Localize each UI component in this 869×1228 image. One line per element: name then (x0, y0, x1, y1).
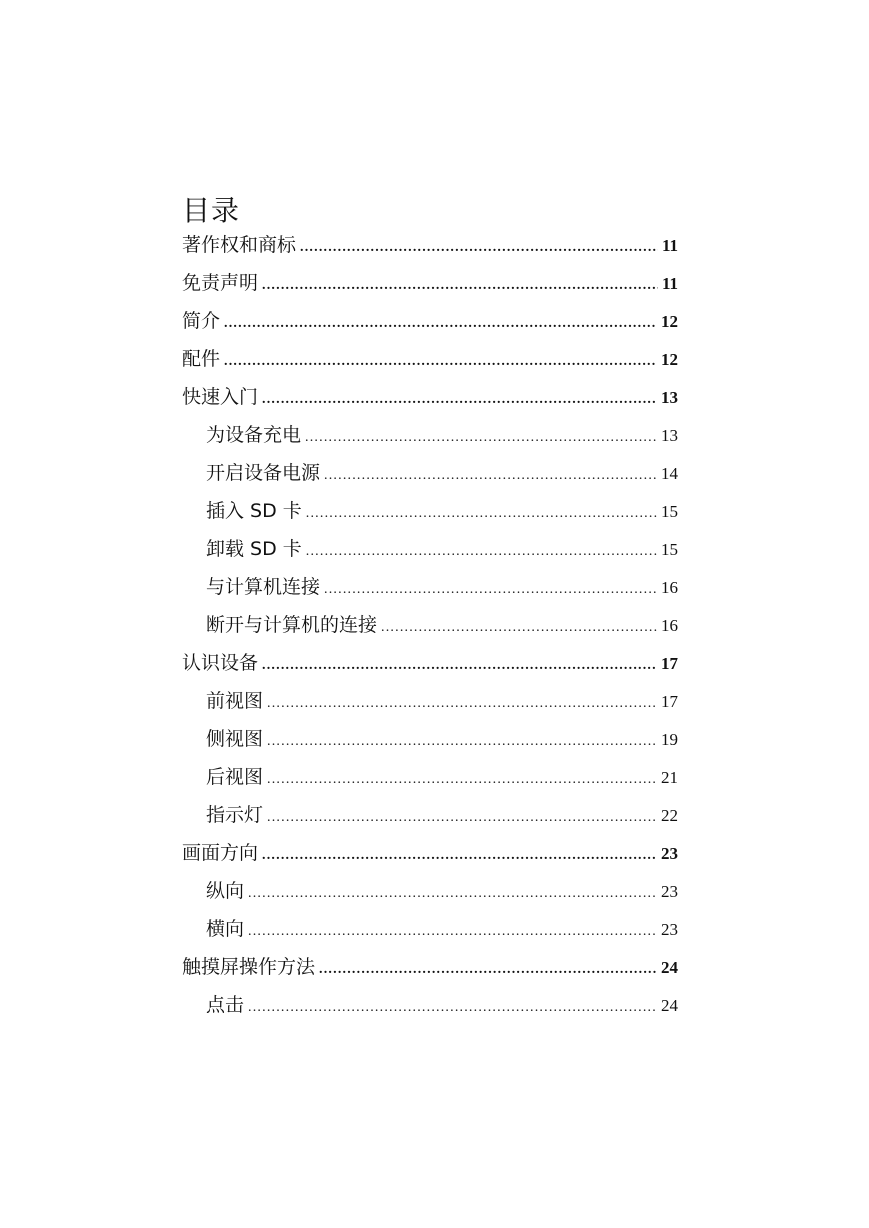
toc-dot-leader (248, 993, 657, 1023)
toc-dot-leader (324, 461, 657, 491)
toc-dot-leader (224, 309, 657, 339)
toc-entry-label: 著作权和商标 (182, 234, 297, 256)
toc-entry-page-number: 13 (661, 388, 678, 407)
toc-entry[interactable] (182, 420, 678, 458)
toc-entry[interactable] (182, 876, 678, 914)
toc-entry-page-number: 16 (661, 616, 678, 635)
toc-list (182, 230, 678, 1028)
toc-dot-leader (300, 233, 658, 263)
toc-dot-leader (262, 271, 658, 301)
toc-entry-label: 配件 (182, 348, 221, 370)
toc-dot-leader (267, 689, 657, 719)
toc-entry[interactable] (182, 230, 678, 268)
toc-entry-page-number: 16 (661, 578, 678, 597)
toc-entry-page-number: 22 (661, 806, 678, 825)
toc-entry-label: 纵向 (206, 880, 245, 902)
toc-dot-leader (381, 613, 657, 643)
toc-entry[interactable] (182, 382, 678, 420)
toc-entry-page-number: 12 (661, 350, 678, 369)
toc-entry-page-number: 24 (661, 958, 678, 977)
toc-entry-label: 前视图 (206, 690, 264, 712)
toc-entry[interactable] (182, 458, 678, 496)
toc-entry-page-number: 23 (661, 882, 678, 901)
toc-dot-leader (305, 423, 657, 453)
toc-entry-label: 触摸屏操作方法 (182, 956, 316, 978)
toc-dot-leader (262, 651, 657, 681)
table-of-contents (182, 192, 678, 1028)
toc-dot-leader (267, 803, 657, 833)
toc-entry-page-number: 15 (661, 540, 678, 559)
toc-entry-label: 开启设备电源 (206, 462, 321, 484)
toc-dot-leader (248, 917, 657, 947)
toc-dot-leader (262, 841, 657, 871)
toc-entry-page-number: 23 (661, 920, 678, 939)
toc-entry[interactable] (182, 648, 678, 686)
toc-entry[interactable] (182, 952, 678, 990)
toc-dot-leader (248, 879, 657, 909)
toc-entry-label: 断开与计算机的连接 (206, 614, 378, 636)
toc-entry[interactable] (182, 990, 678, 1028)
toc-entry[interactable] (182, 800, 678, 838)
toc-dot-leader (267, 727, 657, 757)
toc-entry[interactable] (182, 610, 678, 648)
toc-entry-label: 快速入门 (182, 386, 259, 408)
toc-entry-page-number: 13 (661, 426, 678, 445)
toc-entry[interactable] (182, 496, 678, 534)
toc-entry-page-number: 12 (661, 312, 678, 331)
toc-entry-page-number: 23 (661, 844, 678, 863)
toc-entry-label: 简介 (182, 310, 221, 332)
toc-dot-leader (224, 347, 657, 377)
toc-entry-page-number: 14 (661, 464, 678, 483)
toc-entry[interactable] (182, 534, 678, 572)
toc-entry[interactable] (182, 344, 678, 382)
toc-entry-label: 横向 (206, 918, 245, 940)
toc-entry-page-number: 21 (661, 768, 678, 787)
toc-entry[interactable] (182, 268, 678, 306)
toc-entry[interactable] (182, 572, 678, 610)
toc-entry-page-number: 19 (661, 730, 678, 749)
toc-entry[interactable] (182, 914, 678, 952)
toc-entry[interactable] (182, 686, 678, 724)
toc-entry-page-number: 11 (661, 274, 678, 293)
toc-entry-label: 后视图 (206, 766, 264, 788)
toc-entry-page-number: 17 (661, 692, 678, 711)
toc-entry-label: 卸载 SD 卡 (206, 538, 302, 560)
toc-entry-page-number: 17 (661, 654, 678, 673)
toc-title: 目录 (182, 194, 241, 227)
toc-entry[interactable] (182, 838, 678, 876)
toc-entry-label: 为设备充电 (206, 424, 302, 446)
toc-dot-leader (324, 575, 657, 605)
toc-entry[interactable] (182, 762, 678, 800)
toc-entry-label: 点击 (206, 994, 245, 1016)
toc-entry-label: 与计算机连接 (206, 576, 321, 598)
toc-entry-page-number: 24 (661, 996, 678, 1015)
toc-dot-leader (306, 537, 657, 567)
toc-entry-label: 认识设备 (182, 652, 259, 674)
toc-entry-label: 指示灯 (206, 804, 264, 826)
toc-entry[interactable] (182, 306, 678, 344)
toc-dot-leader (267, 765, 657, 795)
toc-dot-leader (319, 955, 657, 985)
toc-dot-leader (262, 385, 657, 415)
toc-entry-page-number: 15 (661, 502, 678, 521)
toc-entry-label: 侧视图 (206, 728, 264, 750)
toc-entry-label: 画面方向 (182, 842, 259, 864)
toc-entry-label: 免责声明 (182, 272, 259, 294)
toc-entry-page-number: 11 (661, 236, 678, 255)
toc-entry[interactable] (182, 724, 678, 762)
toc-dot-leader (306, 499, 657, 529)
toc-entry-label: 插入 SD 卡 (206, 500, 302, 522)
